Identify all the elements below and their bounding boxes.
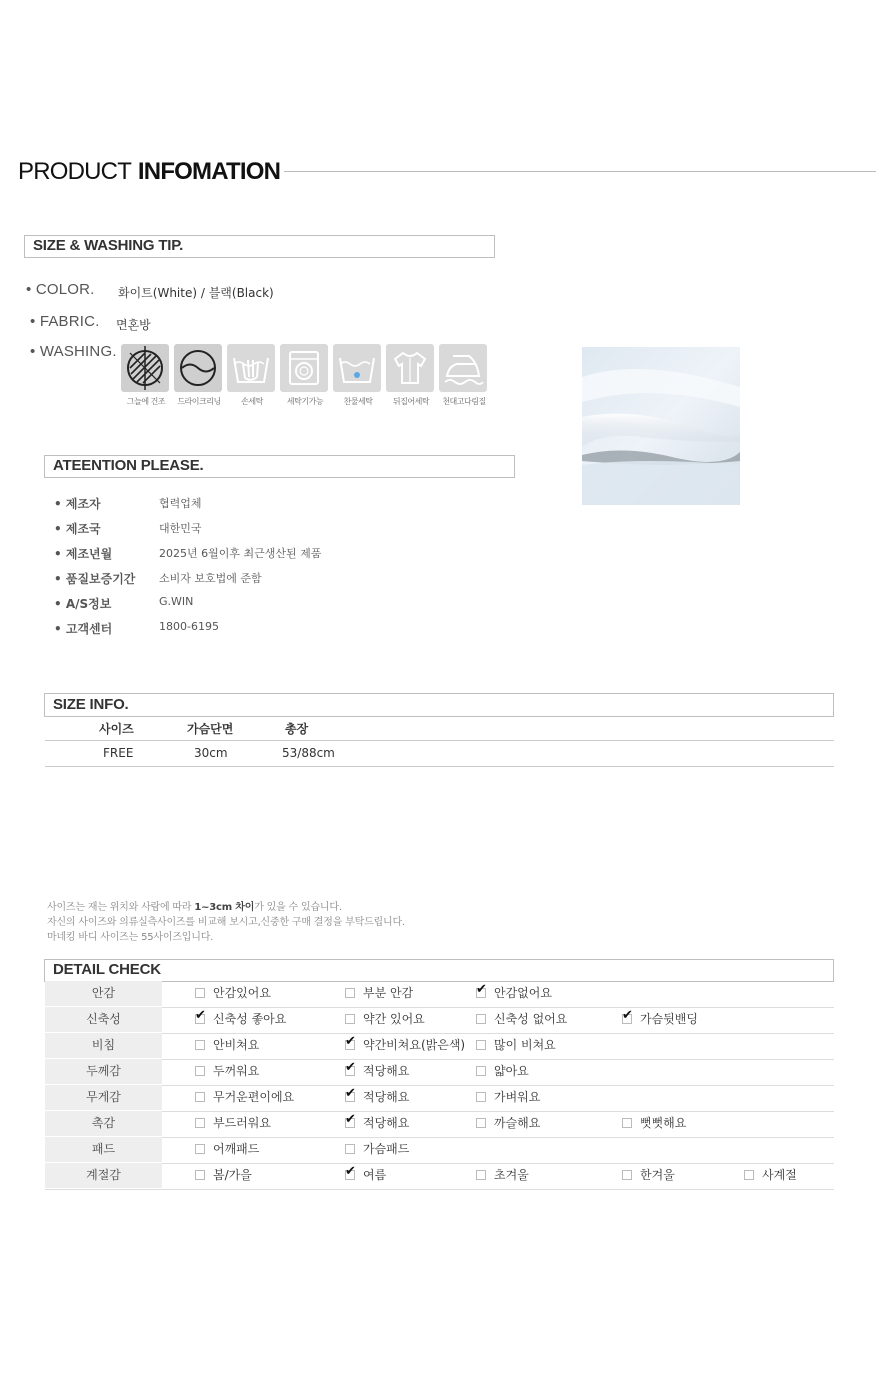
hand-wash-caption: 손세탁 (241, 397, 263, 406)
washing-machine-item (280, 344, 330, 407)
detail-check-option[interactable] (345, 1033, 465, 1058)
section-detail-check: DETAIL CHECK (44, 959, 834, 982)
detail-check-option[interactable] (476, 981, 552, 1006)
size-header-cell: 가슴단면 (187, 722, 234, 736)
detail-check-option[interactable] (195, 1059, 259, 1084)
checkbox-icon[interactable] (476, 1092, 486, 1102)
detail-check-option-label: 초겨울 (494, 1168, 529, 1182)
detail-check-option-label: 많이 비쳐요 (494, 1038, 556, 1052)
detail-check-row (45, 1111, 834, 1138)
detail-check-row (45, 1137, 834, 1164)
detail-check-option[interactable] (622, 1163, 675, 1188)
detail-check-row (45, 1033, 834, 1060)
detail-check-option[interactable] (476, 1007, 567, 1032)
checked-checkbox-icon[interactable] (622, 1014, 632, 1024)
color-label: • COLOR. (26, 281, 95, 298)
color-value: 화이트(White) / 블랙(Black) (118, 286, 274, 300)
detail-check-option-label: 신축성 좋아요 (213, 1012, 287, 1026)
attention-key: • 제조자 (54, 497, 101, 511)
cloth-iron-caption: 천대고다림질 (442, 397, 486, 406)
checkbox-icon[interactable] (345, 1144, 355, 1154)
inside-out-wash-item (386, 344, 436, 407)
checked-checkbox-icon[interactable] (476, 988, 486, 998)
dry-clean-caption: 드라이크리닝 (177, 397, 221, 406)
size-note-2: 자신의 사이즈와 의류실측사이즈를 비교해 보시고,신중한 구매 결정을 부탁드립니다. (47, 917, 405, 928)
checkbox-icon[interactable] (195, 1040, 205, 1050)
attention-value: 대한민국 (159, 522, 202, 535)
detail-check-option-label: 부분 안감 (363, 986, 414, 1000)
cold-wash-caption: 찬물세탁 (343, 397, 373, 406)
fabric-label: • FABRIC. (30, 313, 100, 330)
detail-check-option[interactable] (195, 1163, 252, 1188)
size-note-3: 마네킹 바디 사이즈는 55사이즈입니다. (47, 932, 214, 943)
attention-key: • 고객센터 (54, 622, 113, 636)
shade-dry-icon (121, 344, 169, 392)
checkbox-icon[interactable] (476, 1066, 486, 1076)
attention-key: • 제조국 (54, 522, 101, 536)
cloth-iron-item (439, 344, 489, 407)
checked-checkbox-icon[interactable] (345, 1118, 355, 1128)
size-table (45, 716, 834, 767)
detail-check-option-label: 어깨패드 (213, 1142, 260, 1156)
checkbox-icon[interactable] (195, 1066, 205, 1076)
detail-check-option-label: 얇아요 (494, 1064, 529, 1078)
detail-check-option[interactable] (622, 1007, 698, 1032)
detail-check-row (45, 1163, 834, 1190)
detail-check-label: 패드 (45, 1137, 162, 1162)
checked-checkbox-icon[interactable] (345, 1040, 355, 1050)
detail-check-option[interactable] (622, 1111, 686, 1136)
detail-check-option-label: 까슬해요 (494, 1116, 541, 1130)
detail-check-option-label: 안감없어요 (494, 986, 552, 1000)
detail-check-label: 계절감 (45, 1163, 162, 1188)
detail-check-option-label: 부드러워요 (213, 1116, 271, 1130)
size-cell: 53/88cm (282, 746, 335, 760)
detail-check-option[interactable] (476, 1059, 529, 1084)
size-header-cell: 사이즈 (99, 722, 134, 736)
size-header-cell: 총장 (285, 722, 309, 736)
dry-clean-icon (174, 344, 222, 392)
page-title-light: PRODUCT (18, 158, 132, 185)
size-table-header (45, 716, 834, 741)
size-cell: 30cm (194, 746, 228, 760)
section-size-info: SIZE INFO. (44, 693, 834, 717)
detail-check-option[interactable] (345, 1111, 409, 1136)
washing-label: • WASHING. (30, 343, 117, 360)
size-note-1a: 사이즈는 재는 위치와 사람에 따라 (47, 902, 195, 913)
detail-check-option[interactable] (195, 1007, 286, 1032)
detail-check-option-label: 여름 (363, 1168, 387, 1182)
checked-checkbox-icon[interactable] (345, 1092, 355, 1102)
cold-wash-item (333, 344, 383, 407)
detail-check-option-label: 뻣뻣해요 (640, 1116, 687, 1130)
hand-wash-icon (227, 344, 275, 392)
detail-check-option-label: 두꺼워요 (213, 1064, 260, 1078)
shade-dry-caption: 그늘에 건조 (126, 397, 166, 406)
inside-out-wash-caption: 뒤집어세탁 (392, 397, 430, 406)
detail-check-option-label: 안감있어요 (213, 986, 271, 1000)
checkbox-icon[interactable] (195, 1170, 205, 1180)
detail-check-option-label: 신축성 없어요 (494, 1012, 568, 1026)
size-cell: FREE (103, 746, 134, 760)
checkbox-icon[interactable] (622, 1118, 632, 1128)
detail-check-option[interactable] (476, 1085, 540, 1110)
detail-check-option[interactable] (744, 1163, 797, 1188)
detail-check-label: 비침 (45, 1033, 162, 1058)
detail-check-option[interactable] (195, 981, 271, 1006)
detail-check-row (45, 1059, 834, 1086)
size-note-1c: 가 있을 수 있습니다. (254, 902, 342, 913)
page-title-bold: INFOMATION (137, 158, 281, 185)
detail-check-option-label: 안비쳐요 (213, 1038, 260, 1052)
detail-check-option[interactable] (345, 1085, 409, 1110)
detail-check-option[interactable] (195, 1111, 271, 1136)
checkbox-icon[interactable] (476, 1040, 486, 1050)
detail-check-label: 신축성 (45, 1007, 162, 1032)
checkbox-icon[interactable] (195, 988, 205, 998)
detail-check-option-label: 적당해요 (363, 1116, 410, 1130)
attention-value: 협력업체 (159, 497, 202, 510)
detail-check-label: 무게감 (45, 1085, 162, 1110)
detail-check-option[interactable] (195, 1033, 259, 1058)
detail-check-option-label: 가슴패드 (363, 1142, 410, 1156)
attention-value: 1800-6195 (159, 620, 219, 633)
detail-check-option-label: 약간 있어요 (363, 1012, 425, 1026)
size-table-row (45, 741, 834, 767)
detail-check-option-label: 적당해요 (363, 1090, 410, 1104)
detail-check-option[interactable] (345, 1007, 425, 1032)
section-attention: ATEENTION PLEASE. (44, 455, 515, 478)
detail-check-option[interactable] (345, 1059, 409, 1084)
title-divider (284, 171, 876, 172)
washing-machine-caption: 세탁기가능 (286, 397, 324, 406)
detail-check-row (45, 1085, 834, 1112)
detail-check-option-label: 약간비쳐요(밝은색) (363, 1038, 466, 1052)
detail-check-row (45, 1007, 834, 1034)
checkbox-icon[interactable] (195, 1144, 205, 1154)
detail-check-option-label: 사계절 (762, 1168, 797, 1182)
checked-checkbox-icon[interactable] (345, 1170, 355, 1180)
checkbox-icon[interactable] (345, 988, 355, 998)
checkbox-icon[interactable] (345, 1014, 355, 1024)
size-note-1b: 1~3cm 차이 (194, 902, 255, 913)
fabric-swatch-image (582, 347, 740, 505)
checkbox-icon[interactable] (195, 1092, 205, 1102)
detail-check-option[interactable] (476, 1033, 556, 1058)
shade-dry-item (121, 344, 171, 407)
cold-wash-icon (333, 344, 381, 392)
detail-check-option-label: 가슴뒷밴딩 (640, 1012, 698, 1026)
detail-check-row (45, 981, 834, 1008)
checkbox-icon[interactable] (195, 1118, 205, 1128)
attention-value: 소비자 보호법에 준함 (159, 572, 262, 585)
detail-check-option[interactable] (345, 981, 413, 1006)
detail-check-option[interactable] (345, 1137, 409, 1162)
checkbox-icon[interactable] (476, 1170, 486, 1180)
detail-check-option[interactable] (476, 1111, 540, 1136)
washing-machine-icon (280, 344, 328, 392)
detail-check-option-label: 적당해요 (363, 1064, 410, 1078)
size-note-1 (47, 898, 342, 913)
attention-key: • 품질보증기간 (54, 572, 136, 586)
hand-wash-item (227, 344, 277, 407)
detail-check-label: 안감 (45, 981, 162, 1006)
attention-key: • 제조년월 (54, 547, 113, 561)
attention-value: 2025년 6월이후 최근생산된 제품 (159, 547, 322, 560)
detail-check-option[interactable] (195, 1137, 259, 1162)
attention-value: G.WIN (159, 595, 194, 608)
detail-check-label: 촉감 (45, 1111, 162, 1136)
checkbox-icon[interactable] (744, 1170, 754, 1180)
fabric-value: 면혼방 (116, 318, 151, 332)
checkbox-icon[interactable] (622, 1170, 632, 1180)
dry-clean-item (174, 344, 224, 407)
inside-out-wash-icon (386, 344, 434, 392)
section-size-washing: SIZE & WASHING TIP. (24, 235, 495, 258)
detail-check-option[interactable] (345, 1163, 386, 1188)
detail-check-option-label: 한겨울 (640, 1168, 675, 1182)
checked-checkbox-icon[interactable] (345, 1066, 355, 1076)
attention-key: • A/S정보 (54, 597, 112, 611)
detail-check-label: 두께감 (45, 1059, 162, 1084)
page-title (18, 157, 280, 186)
detail-check-option-label: 봄/가을 (213, 1168, 252, 1182)
detail-check-option-label: 무거운편이에요 (213, 1090, 295, 1104)
checkbox-icon[interactable] (476, 1014, 486, 1024)
checkbox-icon[interactable] (476, 1118, 486, 1128)
checked-checkbox-icon[interactable] (195, 1014, 205, 1024)
cloth-iron-icon (439, 344, 487, 392)
detail-check-option[interactable] (476, 1163, 529, 1188)
detail-check-option-label: 가벼워요 (494, 1090, 541, 1104)
detail-check-option[interactable] (195, 1085, 294, 1110)
